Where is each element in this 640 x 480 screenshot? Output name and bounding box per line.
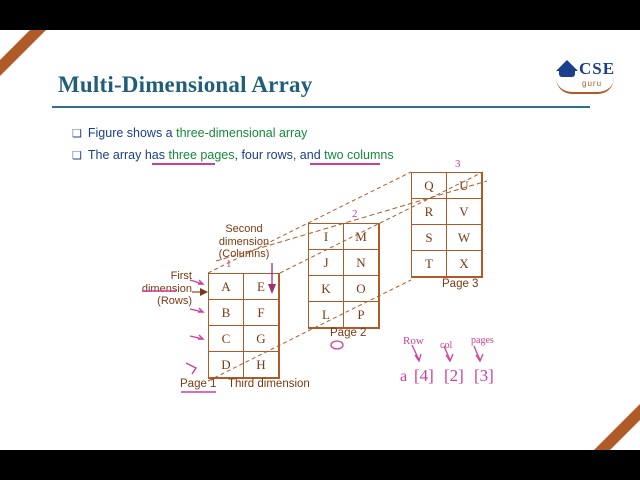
ink-caret-pages-head xyxy=(476,354,483,361)
grid-cell: U xyxy=(446,172,482,199)
ink-row-arrow-3 xyxy=(190,336,203,339)
ink-row-arrow-2 xyxy=(190,309,203,312)
ink-caret-cols-head xyxy=(446,354,453,361)
ink-circle-mark xyxy=(331,341,343,349)
grid-page-2 xyxy=(308,223,380,329)
second-dimension-line-1: Second xyxy=(225,223,263,235)
graduation-cap-icon xyxy=(556,60,578,71)
grid-cell: M xyxy=(343,223,379,250)
grid-cell: K xyxy=(308,275,344,302)
ink-expression-a: a xyxy=(400,368,408,385)
grid-cell: S xyxy=(411,224,447,251)
ink-expression-rows: [4] xyxy=(414,366,434,385)
corner-decoration-top-left-inner xyxy=(0,30,30,60)
corner-decoration-bottom-right-inner xyxy=(610,420,640,450)
bullet-2-text-green-2: two columns xyxy=(324,148,394,162)
bullet-2-text-blue-mid: , four rows, and xyxy=(234,148,325,162)
grid-cell: F xyxy=(243,299,279,326)
grid-page-3 xyxy=(411,172,483,278)
grid-cell: Q xyxy=(411,172,447,199)
ink-underline-two-columns xyxy=(310,163,380,165)
first-dimension-line-1: First xyxy=(170,270,192,282)
ink-caret-pages xyxy=(474,346,480,360)
bullet-1-text-blue: Figure shows a xyxy=(87,126,177,140)
first-dimension-label xyxy=(126,270,192,308)
grid-cell: G xyxy=(243,325,279,352)
page-2-label: Page 2 xyxy=(330,327,367,339)
bullet-marker-icon: ❑ xyxy=(72,128,82,140)
page-3-label: Page 3 xyxy=(442,278,479,290)
first-dimension-line-2: dimension xyxy=(141,282,192,295)
page-title: Multi-Dimensional Array xyxy=(58,72,313,97)
ink-underline-three-pages xyxy=(152,163,215,165)
grid-cell: I xyxy=(308,223,344,250)
grid-cell: L xyxy=(308,301,344,328)
bullet-2-text-blue-pre: The array has xyxy=(87,148,169,162)
ink-page-number-3: 3 xyxy=(455,158,461,170)
bullet-marker-icon: ❑ xyxy=(72,150,82,162)
first-dimension-arrow-head xyxy=(200,288,208,296)
ink-row-word: Row xyxy=(403,335,424,347)
grid-cell: V xyxy=(446,198,482,225)
grid-cell: D xyxy=(208,351,244,378)
ink-page-number-2: 2 xyxy=(352,208,358,220)
grid-cell: C xyxy=(208,325,244,352)
grid-cell: N xyxy=(343,249,379,276)
title-divider xyxy=(52,106,590,108)
grid-cell: A xyxy=(208,273,244,300)
ink-pages-word: pages xyxy=(471,335,494,346)
ink-row-arrow-4 xyxy=(186,363,196,374)
grid-cell: W xyxy=(446,224,482,251)
page-1-label: Page 1 xyxy=(180,378,217,390)
ink-expression-pages: [3] xyxy=(474,366,494,385)
ink-expression-cols: [2] xyxy=(444,366,464,385)
grid-cell: J xyxy=(308,249,344,276)
ink-page-number-1: 1 xyxy=(226,258,232,270)
logo-subtext: guru xyxy=(582,79,603,88)
grid-cell: H xyxy=(243,351,279,378)
third-dimension-label: Third dimension xyxy=(228,378,310,390)
grid-cell: B xyxy=(208,299,244,326)
bullet-item-2 xyxy=(72,148,394,162)
grid-cell: P xyxy=(343,301,379,328)
perspective-line-top-2 xyxy=(308,172,411,223)
ink-row-arrow-head-3 xyxy=(198,335,203,339)
bullet-2-text-green-1: three pages xyxy=(168,148,235,162)
ink-row-arrow-head-1 xyxy=(198,280,203,284)
second-dimension-line-3: (Columns) xyxy=(218,248,270,261)
ink-col-word: col xyxy=(440,340,453,351)
first-dimension-line-3: (Rows) xyxy=(157,295,192,308)
logo-text: CSE xyxy=(579,59,616,78)
grid-cell: R xyxy=(411,198,447,225)
second-dimension-line-2: dimension xyxy=(218,235,270,248)
bullet-1-text-green: three-dimensional array xyxy=(176,126,308,140)
grid-page-1 xyxy=(208,273,280,379)
grid-cell: E xyxy=(243,273,279,300)
graduation-cap-base-icon xyxy=(559,71,575,77)
ink-row-arrow-head-2 xyxy=(198,308,203,312)
bullet-item-1 xyxy=(72,126,307,140)
ink-caret-rows-head xyxy=(415,354,421,361)
grid-cell: X xyxy=(446,250,482,277)
grid-cell: O xyxy=(343,275,379,302)
cse-guru-logo xyxy=(554,58,618,102)
grid-cell: T xyxy=(411,250,447,277)
second-dimension-label xyxy=(198,223,290,261)
ink-caret-rows xyxy=(412,345,419,360)
slide-canvas xyxy=(0,30,640,450)
